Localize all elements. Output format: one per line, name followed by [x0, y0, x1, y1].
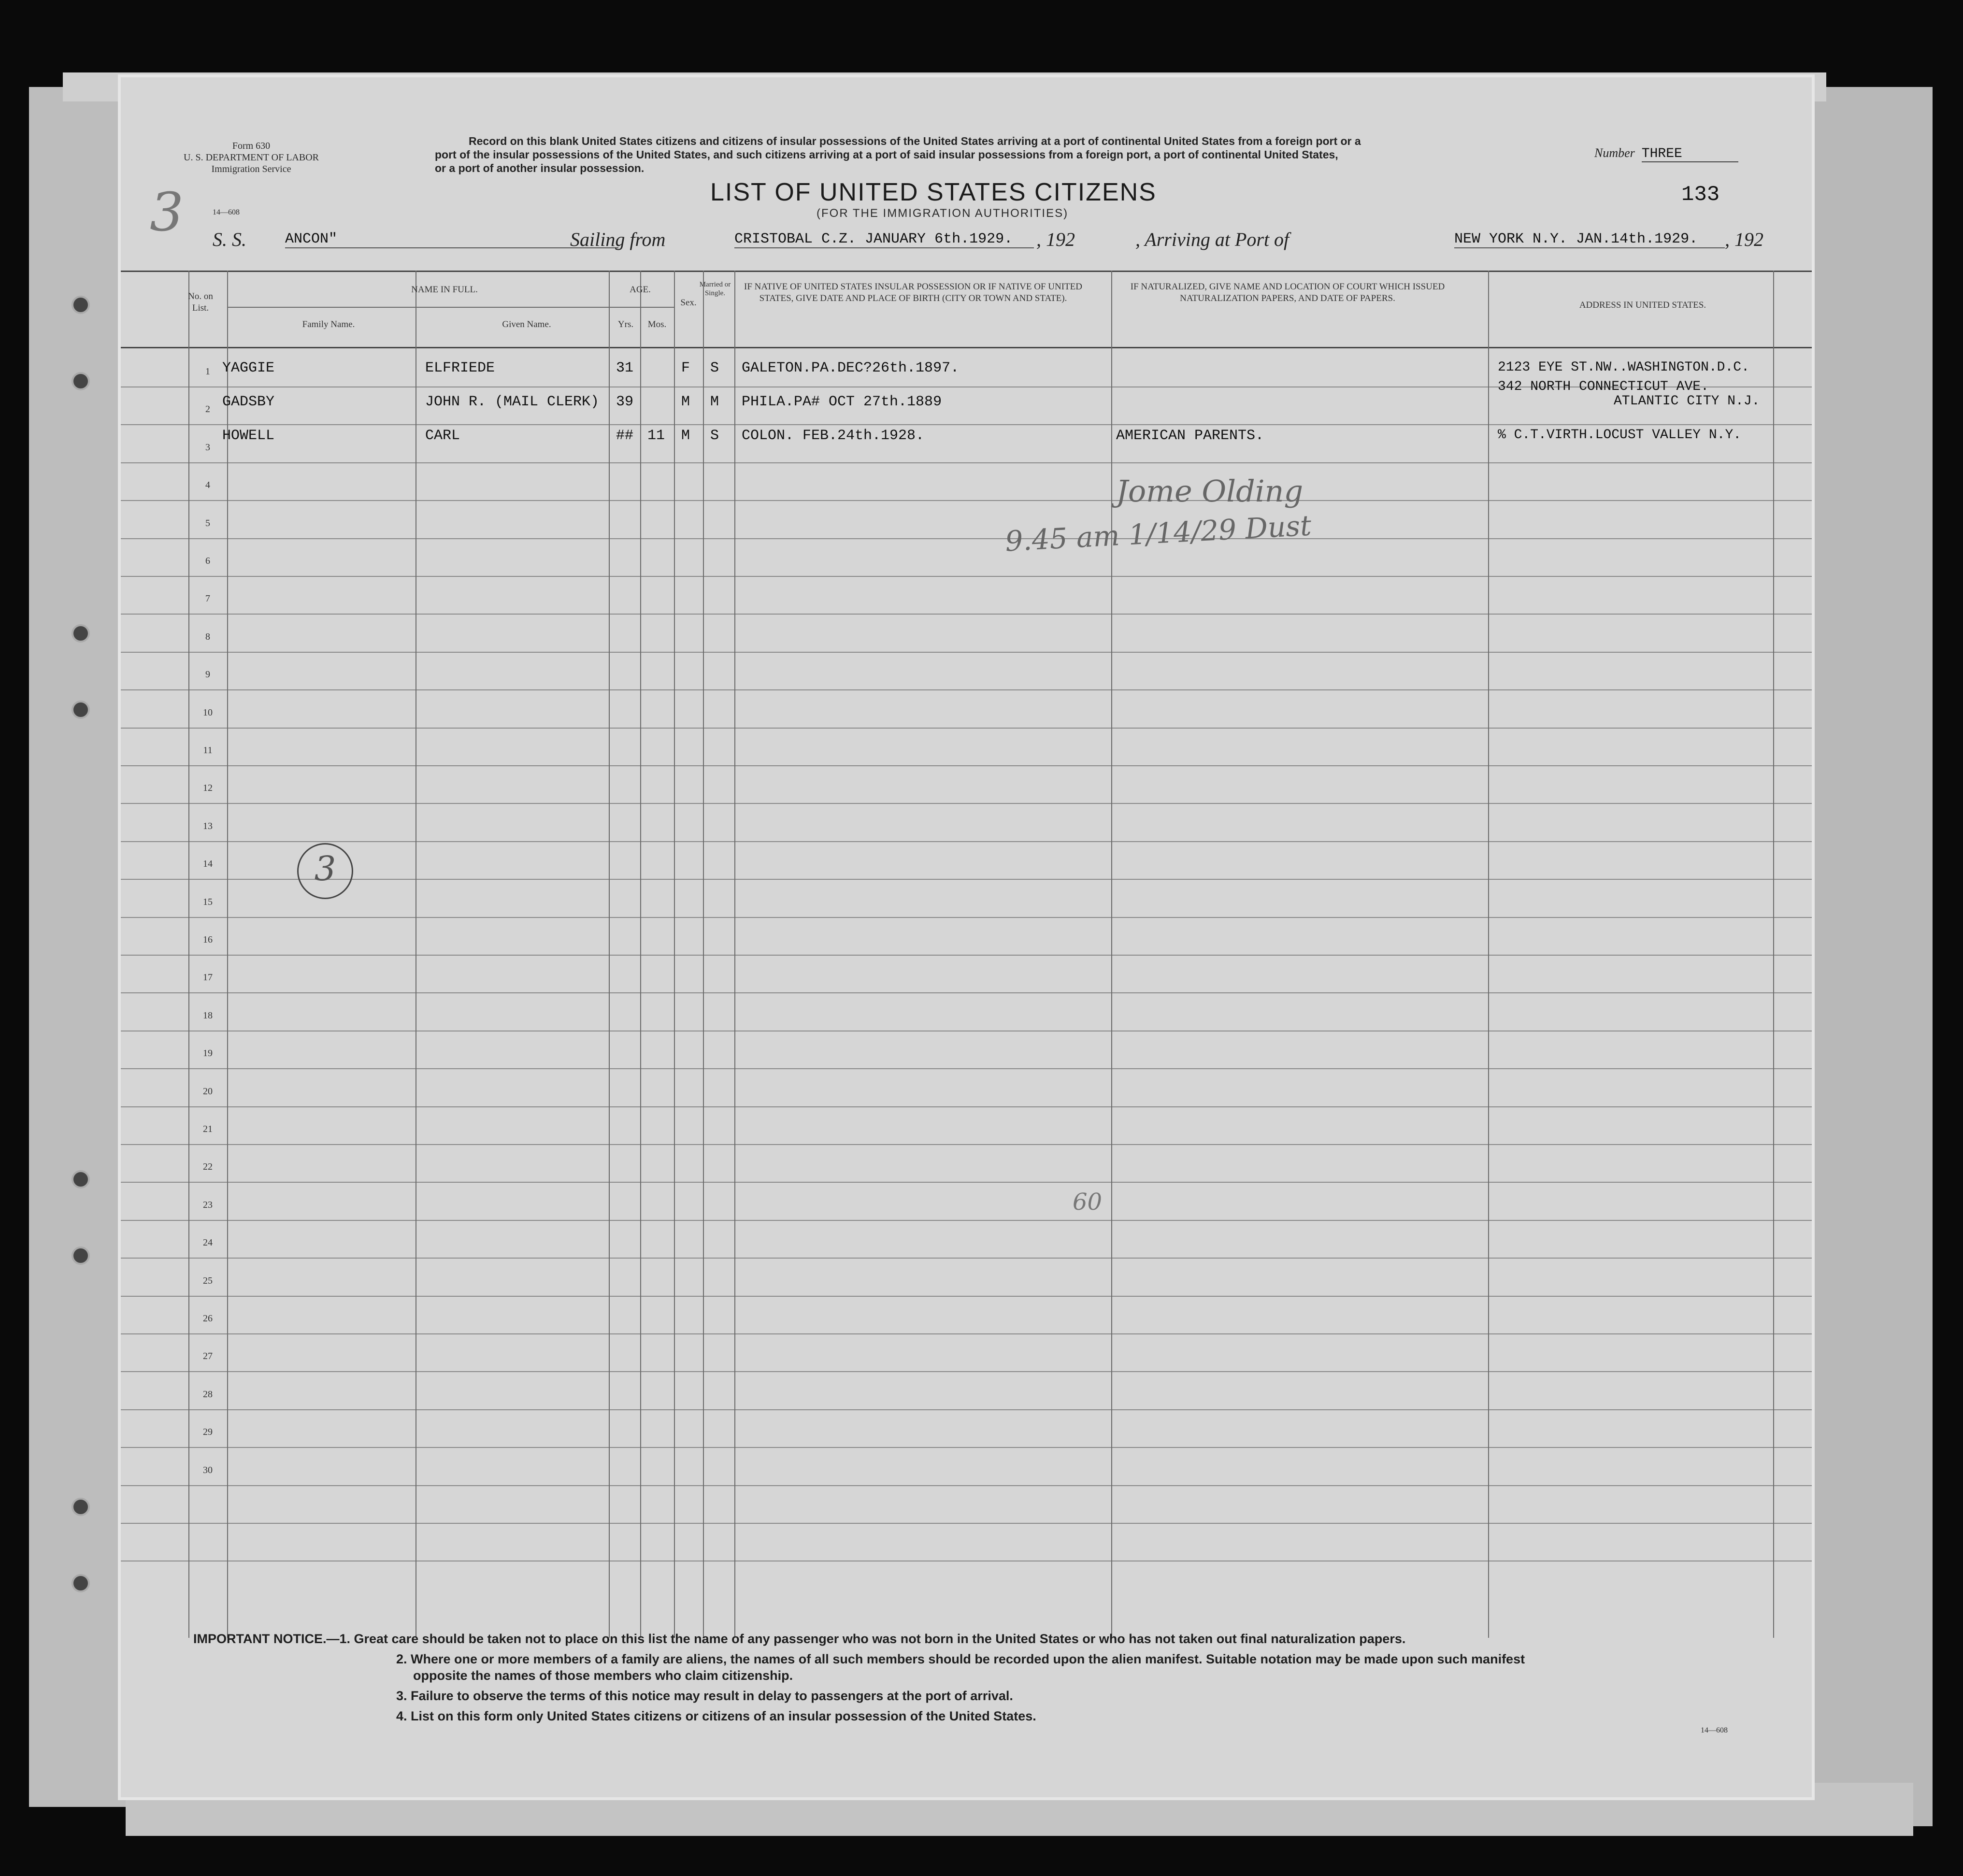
row-rule — [121, 576, 1812, 577]
address-cell-line2: ATLANTIC CITY N.J. — [1614, 394, 1760, 409]
col-address: ADDRESS IN UNITED STATES. — [1579, 300, 1706, 310]
important-notice — [193, 1631, 1788, 1724]
notice-heading: IMPORTANT NOTICE.— — [193, 1632, 340, 1646]
row-number: 22 — [203, 1161, 213, 1173]
year-suffix-2: , 192 — [1725, 229, 1763, 250]
row-number: 28 — [203, 1389, 213, 1400]
row-rule — [121, 955, 1812, 956]
col-no-on-list: No. on List. — [188, 291, 213, 313]
form-code-bottom: 14—608 — [1701, 1726, 1728, 1734]
notice-item-3: 3. Failure to observe the terms of this notice may result in delay to passengers at the port of arrival. — [396, 1689, 1013, 1703]
col-name-in-full: NAME IN FULL. — [411, 285, 478, 295]
ship-line — [213, 228, 1817, 257]
row-number: 11 — [203, 745, 213, 756]
sailing-label: Sailing from — [570, 229, 666, 250]
binder-hole — [72, 701, 90, 719]
naturalized-cell: AMERICAN PARENTS. — [1116, 428, 1264, 444]
notice-line-1 — [193, 1631, 1788, 1647]
column-rule — [1111, 271, 1112, 1638]
row-number: 8 — [205, 631, 210, 642]
manifest-page — [121, 77, 1812, 1797]
column-rule — [703, 271, 704, 1638]
col-naturalized: IF NATURALIZED, GIVE NAME AND LOCATION OF COURT WHICH ISSUED NATURALIZATION PAPERS, AND DATE OF PAPERS. — [1130, 282, 1445, 303]
row-rule — [121, 841, 1812, 842]
col-sex: Sex. — [680, 298, 697, 308]
row-number: 19 — [203, 1048, 213, 1059]
row-rule — [121, 1447, 1812, 1448]
ship-label: S. S. — [213, 229, 246, 250]
row-rule — [121, 1523, 1812, 1524]
header-bottom-rule — [121, 347, 1812, 348]
handwritten-signature: Jome Olding — [1116, 473, 1304, 509]
row-number: 16 — [203, 934, 213, 945]
row-number: 26 — [203, 1313, 213, 1324]
given-name-cell: ELFRIEDE — [425, 360, 495, 376]
ship-name: ANCON" — [285, 231, 618, 248]
row-number: 25 — [203, 1275, 213, 1286]
row-rule — [121, 614, 1812, 615]
row-number: 23 — [203, 1199, 213, 1210]
row-number: 9 — [205, 669, 210, 680]
header-sub-rule — [609, 307, 674, 308]
form-id-block — [179, 140, 324, 175]
page-title: LIST OF UNITED STATES CITIZENS — [710, 178, 1157, 206]
row-number: 2 — [205, 404, 210, 415]
row-rule — [121, 1371, 1812, 1372]
sex-cell: F — [681, 360, 690, 376]
table-top-rule — [121, 271, 1812, 272]
column-rule — [188, 271, 189, 1638]
col-family-name: Family Name. — [302, 319, 355, 329]
number-field — [1594, 146, 1738, 162]
row-number: 15 — [203, 896, 213, 907]
birth-cell: COLON. FEB.24th.1928. — [742, 428, 925, 444]
row-rule — [121, 1106, 1812, 1107]
column-rule — [734, 271, 735, 1638]
service: Immigration Service — [211, 164, 291, 174]
row-rule — [121, 1182, 1812, 1183]
given-name-cell: CARL — [425, 428, 460, 444]
row-number: 4 — [205, 480, 210, 491]
row-rule — [121, 992, 1812, 993]
row-rule — [121, 917, 1812, 918]
row-rule — [121, 1333, 1812, 1334]
row-rule — [121, 1485, 1812, 1486]
page-number: 133 — [1681, 183, 1720, 207]
manifest-table — [121, 271, 1812, 1638]
header-sub-rule — [227, 307, 609, 308]
table-row — [121, 428, 1812, 461]
row-rule — [121, 1068, 1812, 1069]
column-rule — [674, 271, 675, 1638]
row-rule — [121, 765, 1812, 766]
sailing-value: CRISTOBAL C.Z. JANUARY 6th.1929. — [734, 231, 1034, 248]
birth-cell: GALETON.PA.DEC?26th.1897. — [742, 360, 960, 376]
row-rule — [121, 879, 1812, 880]
number-label: Number — [1594, 146, 1635, 160]
family-name-cell: HOWELL — [222, 428, 275, 444]
age-yrs-cell: 39 — [616, 394, 634, 410]
row-rule — [121, 1144, 1812, 1145]
row-number: 18 — [203, 1010, 213, 1021]
margin-handwritten-number: 3 — [150, 181, 184, 243]
arriving-label: , Arriving at Port of — [1135, 229, 1290, 250]
sex-cell: M — [681, 394, 690, 410]
number-value: THREE — [1642, 146, 1738, 162]
column-rule — [609, 271, 610, 1638]
marital-cell: M — [710, 394, 719, 410]
row-number: 5 — [205, 517, 210, 529]
address-cell: 2123 EYE ST.NW..WASHINGTON.D.C. — [1498, 360, 1749, 375]
binder-hole — [72, 1246, 90, 1265]
row-number: 24 — [203, 1237, 213, 1248]
age-yrs-cell: 31 — [616, 360, 634, 376]
row-rule — [121, 652, 1812, 653]
address-cell: % C.T.VIRTH.LOCUST VALLEY N.Y. — [1498, 428, 1742, 443]
row-rule — [121, 689, 1812, 690]
circled-number: 3 — [297, 843, 353, 899]
row-rule — [121, 538, 1812, 539]
handwritten-note: 60 — [1073, 1189, 1103, 1216]
notice-item-1: 1. Great care should be taken not to place on this list the name of any passenger who was not born in the United States or who has not taken out final naturalization papers. — [339, 1632, 1406, 1646]
column-rule — [1488, 271, 1489, 1638]
row-rule — [121, 1296, 1812, 1297]
table-row — [121, 379, 1812, 428]
row-number: 1 — [205, 366, 210, 377]
col-mos: Mos. — [647, 319, 667, 329]
column-rule — [1773, 271, 1774, 1638]
age-mos-cell: 11 — [647, 428, 665, 444]
row-number: 21 — [203, 1124, 213, 1134]
handwritten-timestamp: 9.45 am 1/14/29 Dust — [1004, 509, 1312, 558]
department: U. S. DEPARTMENT OF LABOR — [184, 152, 319, 163]
col-birth: IF NATIVE OF UNITED STATES INSULAR POSSESSION OR IF NATIVE OF UNITED STATES, GIVE DATE AND PLACE OF BIRTH (CITY OR TOWN AND STATE). — [744, 282, 1082, 303]
row-number: 29 — [203, 1427, 213, 1438]
instructions: Record on this blank United States citizens and citizens of insular possessions of the United States arriving at a port of continental United States from a foreign port or a port of the insular possessions of the United States, and such citizens arriving at a port of said insular possessions from a foreign port, a port of continental United States, or a port of another insular possession. — [435, 135, 1361, 174]
row-number: 12 — [203, 783, 213, 794]
address-cell: 342 NORTH CONNECTICUT AVE. — [1498, 379, 1709, 394]
form-code-top: 14—608 — [213, 208, 240, 216]
row-number: 6 — [205, 556, 210, 566]
column-rule — [227, 271, 228, 1638]
row-number: 17 — [203, 972, 213, 983]
birth-cell: PHILA.PA# OCT 27th.1889 — [742, 394, 942, 410]
page-subtitle: (FOR THE IMMIGRATION AUTHORITIES) — [817, 207, 1069, 220]
row-number: 27 — [203, 1351, 213, 1362]
family-name-cell: GADSBY — [222, 394, 275, 410]
row-number: 20 — [203, 1086, 213, 1097]
row-rule — [121, 1220, 1812, 1221]
row-rule — [121, 500, 1812, 501]
col-yrs: Yrs. — [617, 319, 634, 329]
row-number: 30 — [203, 1464, 213, 1475]
notice-item-2a: 2. Where one or more members of a family are aliens, the names of all such members should be recorded upon the alien manifest. Suitable notation may be made upon such manifest — [396, 1652, 1525, 1666]
underlying-sheet-left — [29, 87, 135, 1807]
marital-cell: S — [710, 360, 719, 376]
age-yrs-cell: ## — [616, 428, 634, 444]
arriving-value: NEW YORK N.Y. JAN.14th.1929. — [1454, 231, 1725, 248]
row-rule — [121, 1258, 1812, 1259]
binder-hole — [72, 624, 90, 643]
binder-hole — [72, 372, 90, 390]
column-rule — [640, 271, 641, 1638]
given-name-cell: JOHN R. (MAIL CLERK) — [425, 394, 600, 410]
binder-hole — [72, 296, 90, 314]
binder-hole — [72, 1498, 90, 1516]
col-age: AGE. — [630, 285, 651, 295]
marital-cell: S — [710, 428, 719, 444]
family-name-cell: YAGGIE — [222, 360, 275, 376]
form-number: Form 630 — [232, 141, 271, 151]
underlying-sheet-right — [1807, 87, 1933, 1826]
row-rule — [121, 462, 1812, 463]
row-number: 10 — [203, 707, 213, 718]
row-number: 14 — [203, 859, 213, 870]
col-married-single: Married or Single. — [699, 281, 731, 297]
row-number: 3 — [205, 442, 210, 453]
col-given-name: Given Name. — [502, 319, 551, 329]
row-rule — [121, 1409, 1812, 1410]
binder-hole — [72, 1170, 90, 1189]
row-number: 13 — [203, 820, 213, 831]
sex-cell: M — [681, 428, 690, 444]
row-rule — [121, 803, 1812, 804]
year-suffix-1: , 192 — [1036, 229, 1075, 250]
row-rule — [121, 728, 1812, 729]
notice-item-2b: opposite the names of those members who claim citizenship. — [413, 1668, 793, 1683]
row-number: 7 — [205, 593, 210, 604]
binder-hole — [72, 1574, 90, 1592]
notice-item-4: 4. List on this form only United States citizens or citizens of an insular possession of the United States. — [396, 1709, 1036, 1723]
